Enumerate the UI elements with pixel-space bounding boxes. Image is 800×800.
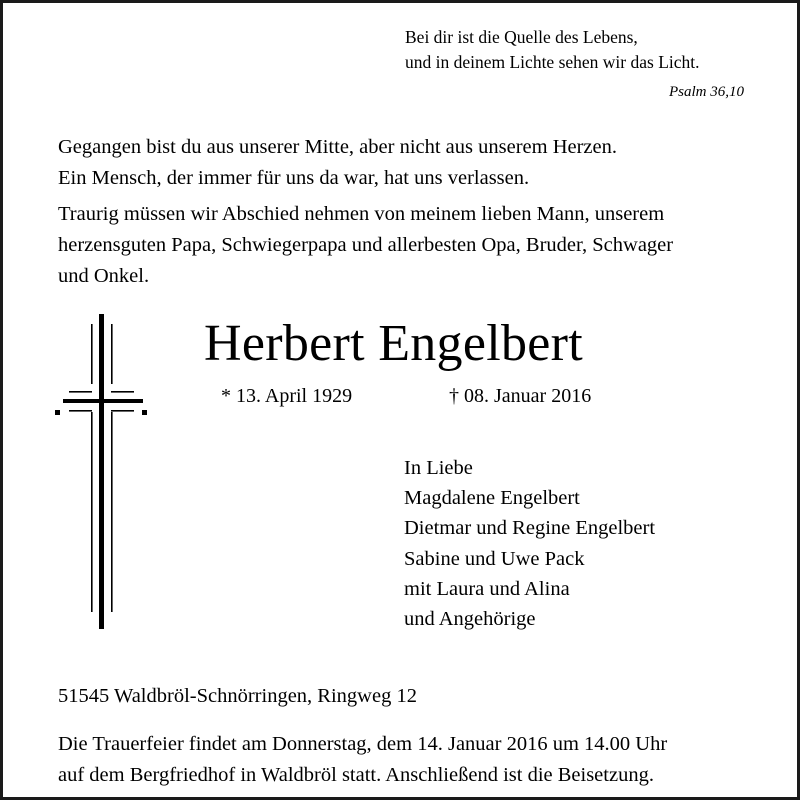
death-date: † 08. Januar 2016: [449, 385, 592, 407]
service-line: auf dem Bergfriedhof in Waldbröl statt. Anschließend ist die Beisetzung.: [58, 764, 654, 786]
farewell-text: [58, 199, 673, 292]
mourner-line: Dietmar und Regine Engelbert: [404, 517, 656, 540]
bible-verse-source: Psalm 36,10: [669, 84, 744, 100]
bible-verse-line: und in deinem Lichte sehen wir das Licht.: [405, 52, 700, 72]
family-address: 51545 Waldbröl-Schnörringen, Ringweg 12: [58, 685, 417, 707]
mourner-line: Sabine und Uwe Pack: [404, 547, 585, 570]
mourner-line: Magdalene Engelbert: [404, 487, 580, 510]
bible-verse: [405, 25, 700, 75]
mourner-line: und Angehörige: [404, 608, 536, 631]
cross-icon: [55, 314, 155, 632]
mourner-line: In Liebe: [404, 457, 473, 479]
mourners-list: [404, 453, 655, 634]
farewell-line: Traurig müssen wir Abschied nehmen von meinem lieben Mann, unserem: [58, 203, 665, 225]
bible-verse-line: Bei dir ist die Quelle des Lebens,: [405, 27, 638, 47]
intro-line: Ein Mensch, der immer für uns da war, hat uns verlassen.: [58, 167, 530, 189]
service-line: Die Trauerfeier findet am Donnerstag, dem 14. Januar 2016 um 14.00 Uhr: [58, 733, 668, 755]
intro-line: Gegangen bist du aus unserer Mitte, aber nicht aus unserem Herzen.: [58, 136, 618, 158]
farewell-line: herzensguten Papa, Schwiegerpapa und allerbesten Opa, Bruder, Schwager: [58, 234, 674, 256]
birth-date: * 13. April 1929: [221, 385, 353, 407]
farewell-line: und Onkel.: [58, 265, 150, 287]
mourner-line: mit Laura und Alina: [404, 577, 570, 600]
intro-text: [58, 132, 617, 194]
funeral-service-info: [58, 729, 667, 791]
deceased-name: Herbert Engelbert: [204, 315, 584, 372]
